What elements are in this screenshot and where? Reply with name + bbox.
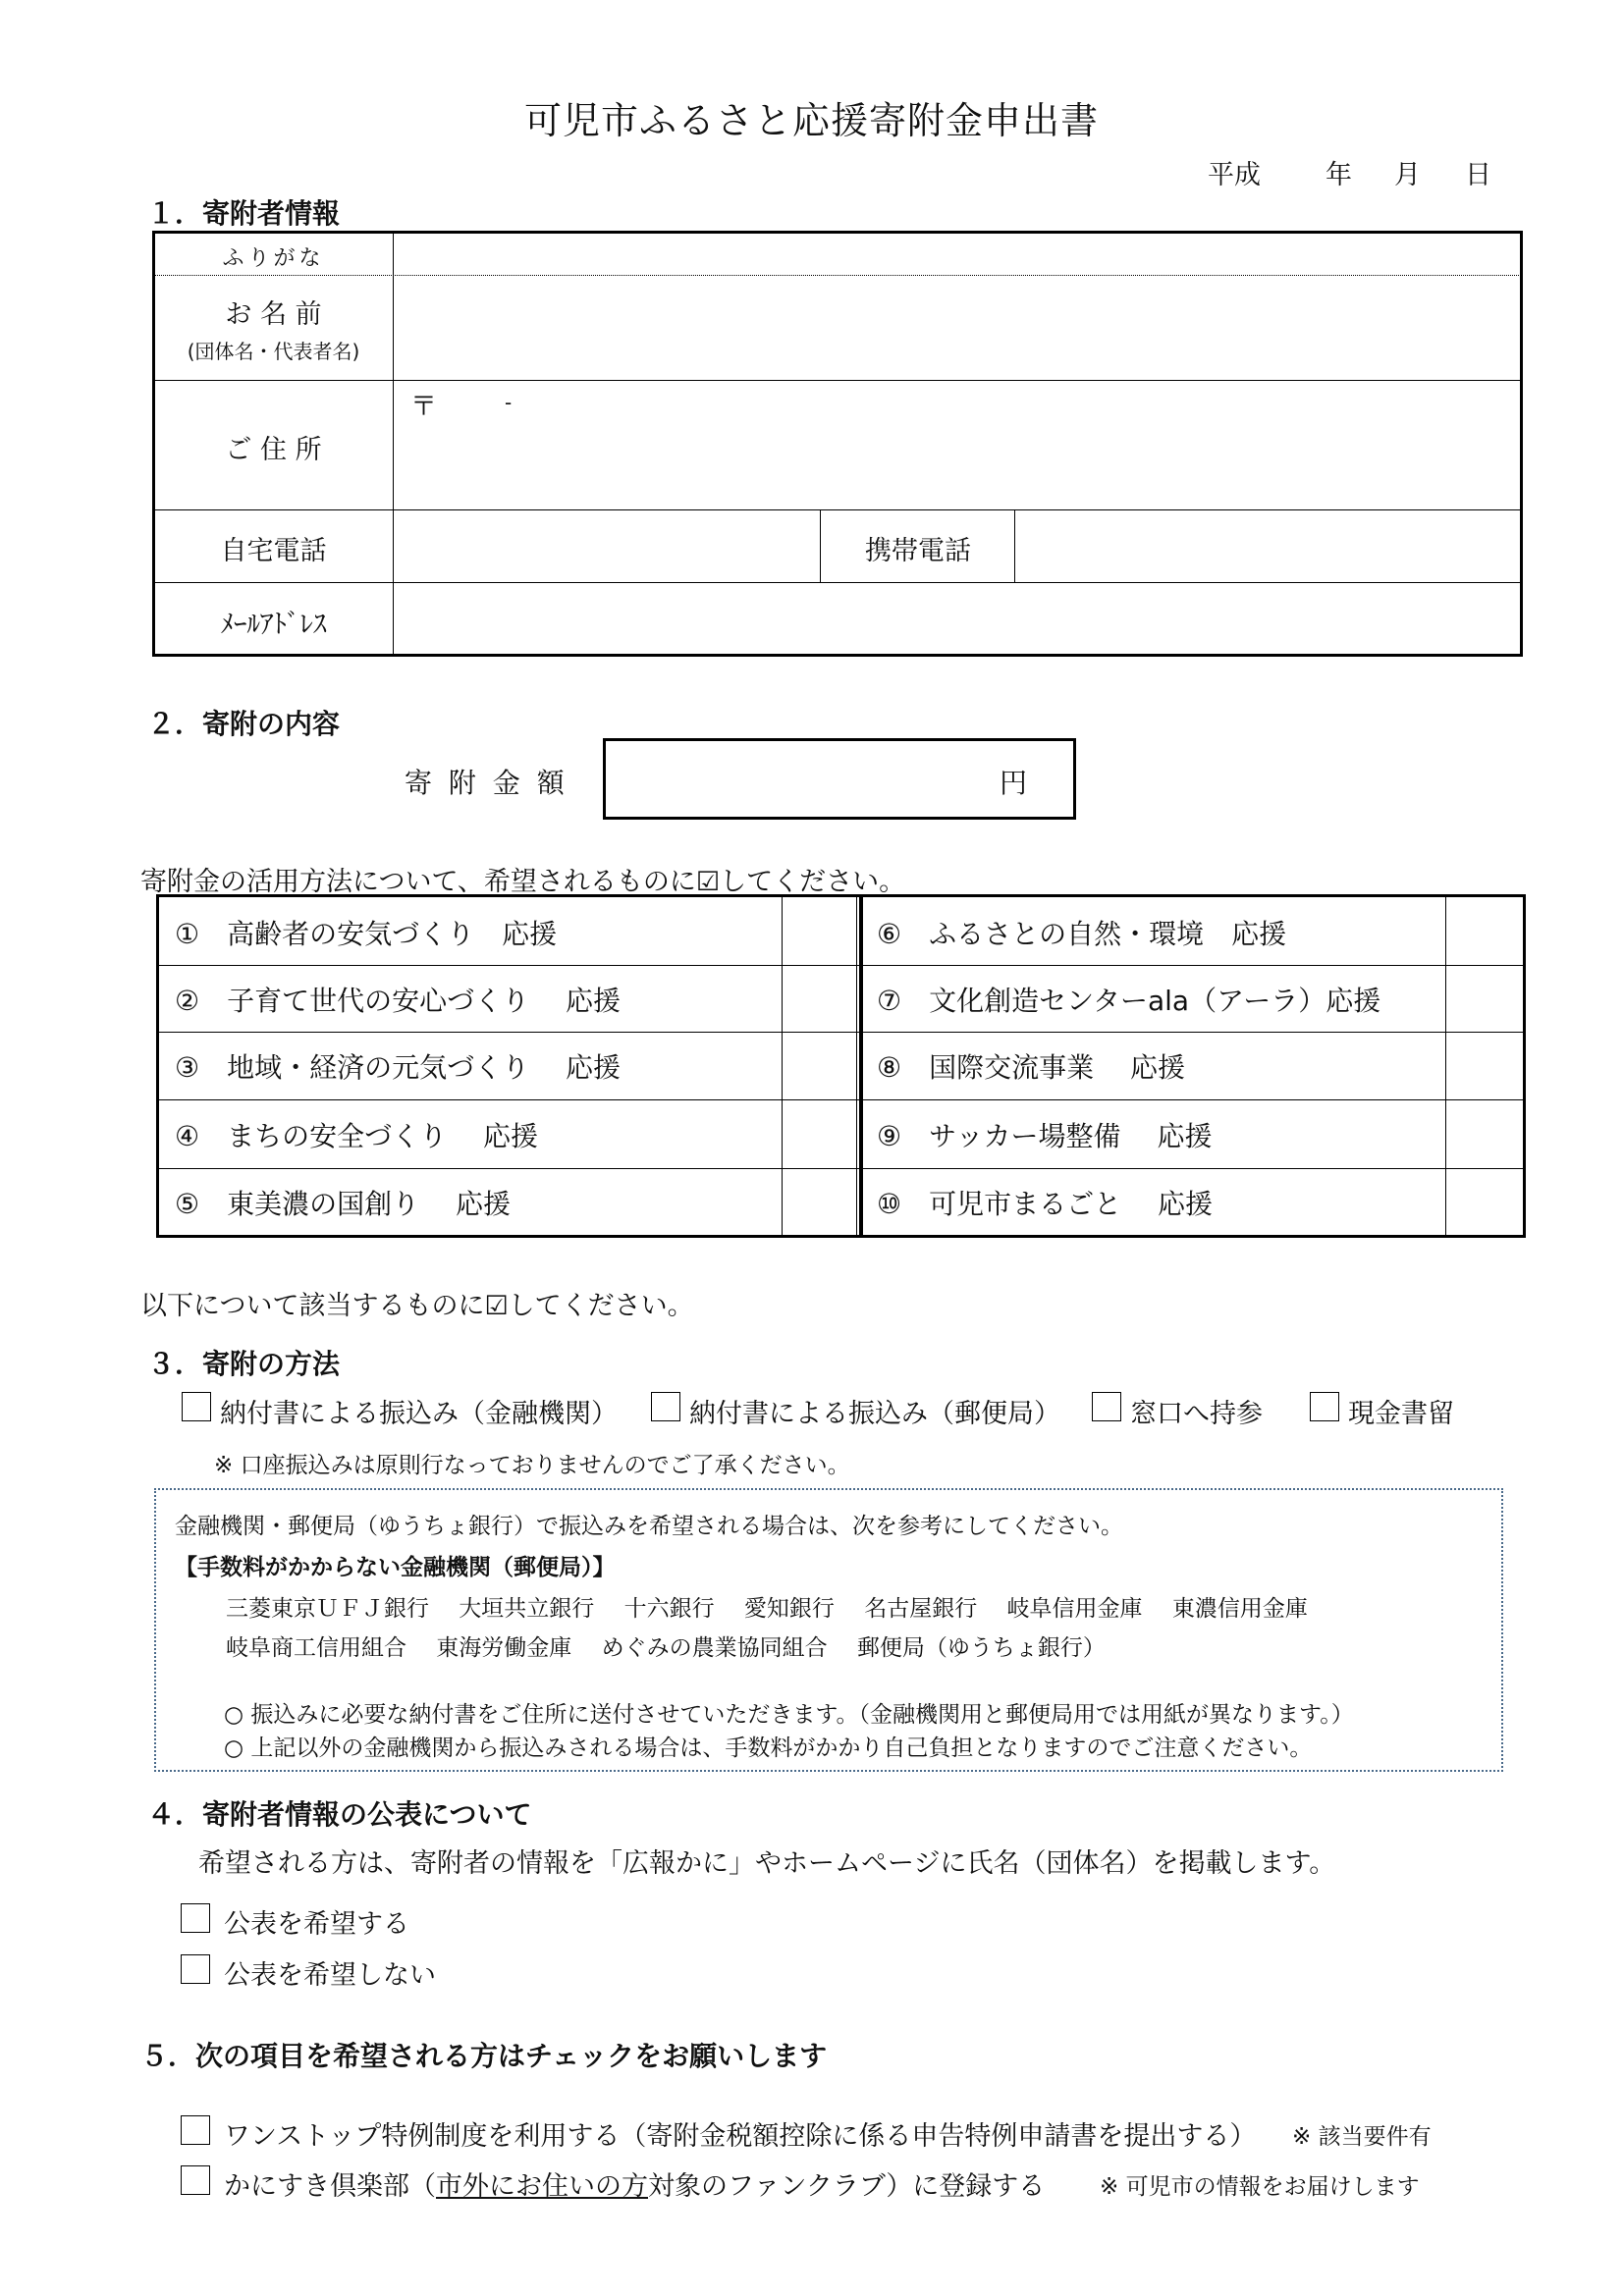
bank-list: 岐阜商工信用組合 東海労働金庫 めぐみの農業協同組合 郵便局（ゆうちょ銀行） [226, 1635, 1106, 1661]
club-note: ※ 可児市の情報をお届けします [1100, 2174, 1420, 2200]
postal-mark: 〒 [410, 392, 437, 422]
divider [856, 896, 857, 1236]
home-phone-field[interactable] [396, 512, 818, 579]
date-month: 月 [1394, 160, 1421, 190]
usage-option: ④ まちの安全づくり 応援 [175, 1120, 539, 1152]
payment-checkbox[interactable] [651, 1392, 680, 1421]
disclosure-yes-checkbox[interactable] [181, 1903, 210, 1933]
usage-option: ⑩ 可児市まるごと 応援 [877, 1188, 1214, 1220]
instruction2: 以下について該当するものに☑してください。 [140, 1291, 694, 1321]
email-label: ﾒｰﾙｱﾄﾞﾚｽ [220, 610, 327, 640]
usage-option: ③ 地域・経済の元気づくり 応援 [175, 1051, 622, 1084]
payment-option: 納付書による振込み（金融機関） [220, 1399, 618, 1429]
name-field[interactable] [396, 279, 1519, 377]
address-label: ご 住 所 [225, 435, 322, 465]
page-title: 可児市ふるさと応援寄附金申出書 [523, 99, 1099, 142]
date-era: 平成 [1208, 160, 1261, 190]
club-label-part: 対象のファンクラブ）に登録する [648, 2171, 1046, 2202]
section3-heading: ３．寄附の方法 [147, 1348, 341, 1380]
onestop-label: ワンストップ特例制度を利用する（寄附金税額控除に係る申告特例申請書を提出する） [224, 2121, 1257, 2152]
section2-heading: ２．寄附の内容 [147, 708, 341, 740]
usage-checkbox[interactable] [1447, 896, 1522, 964]
usage-checkbox[interactable] [784, 1101, 854, 1167]
club-label [224, 2164, 1045, 2203]
disclosure-no-checkbox[interactable] [181, 1954, 210, 1984]
usage-checkbox[interactable] [1447, 1101, 1522, 1167]
club-label-underlined: 市外にお住いの方 [436, 2171, 648, 2202]
furigana-field[interactable] [396, 236, 1519, 273]
bank-list: 三菱東京ＵＦＪ銀行 大垣共立銀行 十六銀行 愛知銀行 名古屋銀行 岐阜信用金庫 東濃信用金庫 [226, 1596, 1308, 1622]
yen-label: 円 [1000, 767, 1028, 799]
payment-option: 窓口へ持参 [1130, 1399, 1263, 1429]
amount-label: 寄 附 金 額 [405, 767, 568, 799]
disclosure-no-label: 公表を希望しない [224, 1960, 436, 1991]
bank-info-heading: 【手数料がかからない金融機関（郵便局）】 [175, 1555, 616, 1580]
divider [1445, 896, 1446, 1236]
onestop-checkbox[interactable] [181, 2115, 210, 2145]
email-field[interactable] [396, 585, 1519, 654]
usage-option: ⑦ 文化創造センターala（アーラ）応援 [877, 985, 1381, 1017]
usage-checkbox[interactable] [784, 967, 854, 1031]
usage-checkbox[interactable] [1447, 967, 1522, 1031]
divider [158, 1032, 1524, 1033]
usage-checkbox[interactable] [784, 896, 854, 964]
divider [154, 509, 1521, 510]
disclosure-description: 希望される方は、寄附者の情報を「広報かに」やホームページに氏名（団体名）を掲載します。 [198, 1848, 1336, 1879]
divider [782, 896, 783, 1236]
postal-dash: - [505, 391, 513, 414]
section4-heading: ４．寄附者情報の公表について [147, 1798, 532, 1831]
onestop-note: ※ 該当要件有 [1292, 2124, 1432, 2150]
divider [1014, 509, 1015, 582]
divider [158, 1168, 1524, 1169]
club-checkbox[interactable] [181, 2165, 210, 2195]
divider [154, 380, 1521, 381]
divider [820, 509, 821, 582]
club-label-part: かにすき倶楽部（ [224, 2171, 436, 2202]
divider [158, 965, 1524, 966]
disclosure-yes-label: 公表を希望する [224, 1909, 409, 1940]
name-label: お 名 前 [225, 299, 322, 330]
mobile-phone-field[interactable] [1017, 512, 1520, 579]
furigana-label: ふりがな [222, 246, 325, 271]
payment-checkbox[interactable] [182, 1392, 211, 1421]
section5-heading: ５．次の項目を希望される方はチェックをお願いします [140, 2040, 828, 2072]
payment-checkbox[interactable] [1310, 1392, 1339, 1421]
date-day: 日 [1465, 160, 1491, 190]
bank-info-text: 金融機関・郵便局（ゆうちょ銀行）で振込みを希望される場合は、次を参考にしてください。 [175, 1514, 1123, 1539]
home-phone-label: 自宅電話 [220, 536, 327, 566]
usage-option: ① 高齢者の安気づくり 応援 [175, 918, 558, 950]
usage-checkbox[interactable] [784, 1170, 854, 1235]
usage-option: ⑤ 東美濃の国創り 応援 [175, 1188, 512, 1220]
payment-option: 納付書による振込み（郵便局） [689, 1399, 1060, 1429]
usage-checkbox[interactable] [1447, 1034, 1522, 1098]
divider [154, 582, 1521, 583]
usage-option: ⑨ サッカー場整備 応援 [877, 1120, 1213, 1152]
bank-bullet: ○ 上記以外の金融機関から振込みされる場合は、手数料がかかり自己負担となりますのでご注意ください。 [224, 1735, 1313, 1761]
divider [393, 233, 394, 655]
usage-instruction: 寄附金の活用方法について、希望されるものに☑してください。 [140, 867, 906, 897]
date-year: 年 [1325, 160, 1352, 190]
address-field[interactable] [396, 383, 1519, 507]
usage-option: ⑥ ふるさとの自然・環境 応援 [877, 918, 1287, 950]
mobile-phone-label: 携帯電話 [865, 536, 971, 566]
payment-option: 現金書留 [1348, 1399, 1454, 1429]
usage-checkbox[interactable] [784, 1034, 854, 1098]
usage-option: ② 子育て世代の安心づくり 応援 [175, 985, 622, 1017]
usage-option: ⑧ 国際交流事業 応援 [877, 1051, 1186, 1084]
divider [154, 275, 1521, 276]
name-sublabel: (団体名・代表者名) [187, 340, 360, 363]
divider [158, 1099, 1524, 1100]
payment-note: ※ 口座振込みは原則行なっておりませんのでご了承ください。 [214, 1453, 850, 1478]
payment-checkbox[interactable] [1092, 1392, 1121, 1421]
bank-bullet: ○ 振込みに必要な納付書をご住所に送付させていただきます。（金融機関用と郵便局用では用紙が異なります。） [224, 1702, 1354, 1728]
section1-heading: １．寄附者情報 [147, 197, 341, 230]
usage-checkbox[interactable] [1447, 1170, 1522, 1235]
